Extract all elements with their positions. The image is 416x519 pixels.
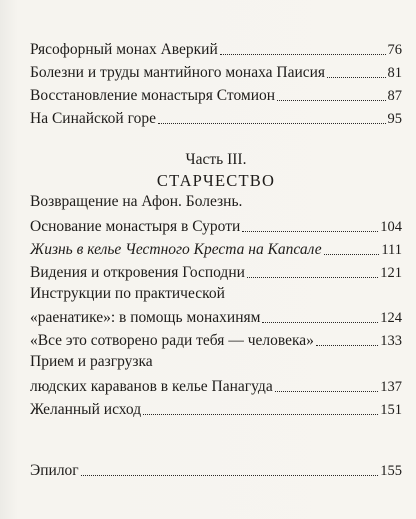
part-title: СТАРЧЕСТВО: [156, 171, 276, 190]
toc-entry-title: На Синайской горе: [30, 110, 156, 127]
dot-leader: [158, 122, 386, 124]
toc-entry-page: 121: [380, 265, 402, 281]
toc-entry-page: 104: [380, 219, 402, 235]
toc-entry-title: Восстановление монастыря Стомион: [30, 87, 276, 104]
dot-leader: [262, 321, 378, 323]
dot-leader: [275, 390, 379, 392]
dot-leader: [324, 253, 380, 255]
toc-entry[interactable]: [30, 84, 402, 106]
toc-entry-title: Болезни и труды мантийного монаха Паисия: [30, 64, 326, 81]
toc-entry-epilogue[interactable]: [30, 459, 402, 481]
toc-entry[interactable]: [30, 61, 402, 83]
toc-entry-title: людских караванов в келье Панагуда: [30, 378, 273, 395]
toc-entry-title: Жизнь в келье Честного Креста на Капсале: [30, 241, 322, 258]
toc-entry[interactable]: [30, 38, 402, 60]
toc-entry-page: 133: [380, 333, 402, 349]
dot-leader: [81, 474, 379, 476]
toc-entry[interactable]: [30, 215, 402, 237]
toc-entry-page: 151: [380, 402, 402, 418]
toc-entry-line[interactable]: Инструкции по практической: [30, 285, 225, 302]
dot-leader: [247, 276, 378, 278]
toc-entry-line[interactable]: Прием и разгрузка: [30, 353, 153, 370]
toc-entry[interactable]: [30, 238, 402, 260]
toc-entry[interactable]: [30, 107, 402, 129]
toc-entry-title: «раенатике»: в помощь монахиням: [30, 309, 261, 326]
toc-entry[interactable]: [30, 329, 402, 351]
toc-entry[interactable]: [30, 398, 402, 420]
toc-entry[interactable]: [30, 375, 402, 397]
toc-entry-title: Эпилог: [30, 462, 79, 479]
toc-entry-page: 81: [387, 65, 402, 81]
toc-entry-page: 124: [380, 310, 402, 326]
part-label: Часть III.: [185, 151, 247, 168]
dot-leader: [242, 230, 378, 232]
toc-entry-page: 155: [380, 463, 402, 479]
toc-entry-page: 137: [380, 379, 402, 395]
toc-entry-page: 95: [387, 111, 402, 127]
toc-entry-line[interactable]: Возвращение на Афон. Болезнь.: [30, 193, 243, 210]
toc-entry-page: 87: [387, 88, 402, 104]
toc-entry-page: 111: [381, 242, 402, 258]
dot-leader: [220, 53, 386, 55]
toc-entry-title: Основание монастыря в Суроти: [30, 218, 241, 235]
dot-leader: [143, 413, 378, 415]
toc-entry-page: 76: [387, 42, 402, 58]
dot-leader: [277, 99, 385, 101]
toc-entry-title: Рясофорный монах Аверкий: [30, 41, 218, 58]
toc-entry[interactable]: [30, 306, 402, 328]
dot-leader: [327, 76, 385, 78]
toc-entry[interactable]: [30, 261, 402, 283]
toc-entry-title: Желанный исход: [30, 401, 142, 418]
dot-leader: [316, 344, 378, 346]
toc-entry-title: «Все это сотворено ради тебя — человека»: [30, 332, 314, 349]
toc-entry-title: Видения и откровения Господни: [30, 264, 245, 281]
